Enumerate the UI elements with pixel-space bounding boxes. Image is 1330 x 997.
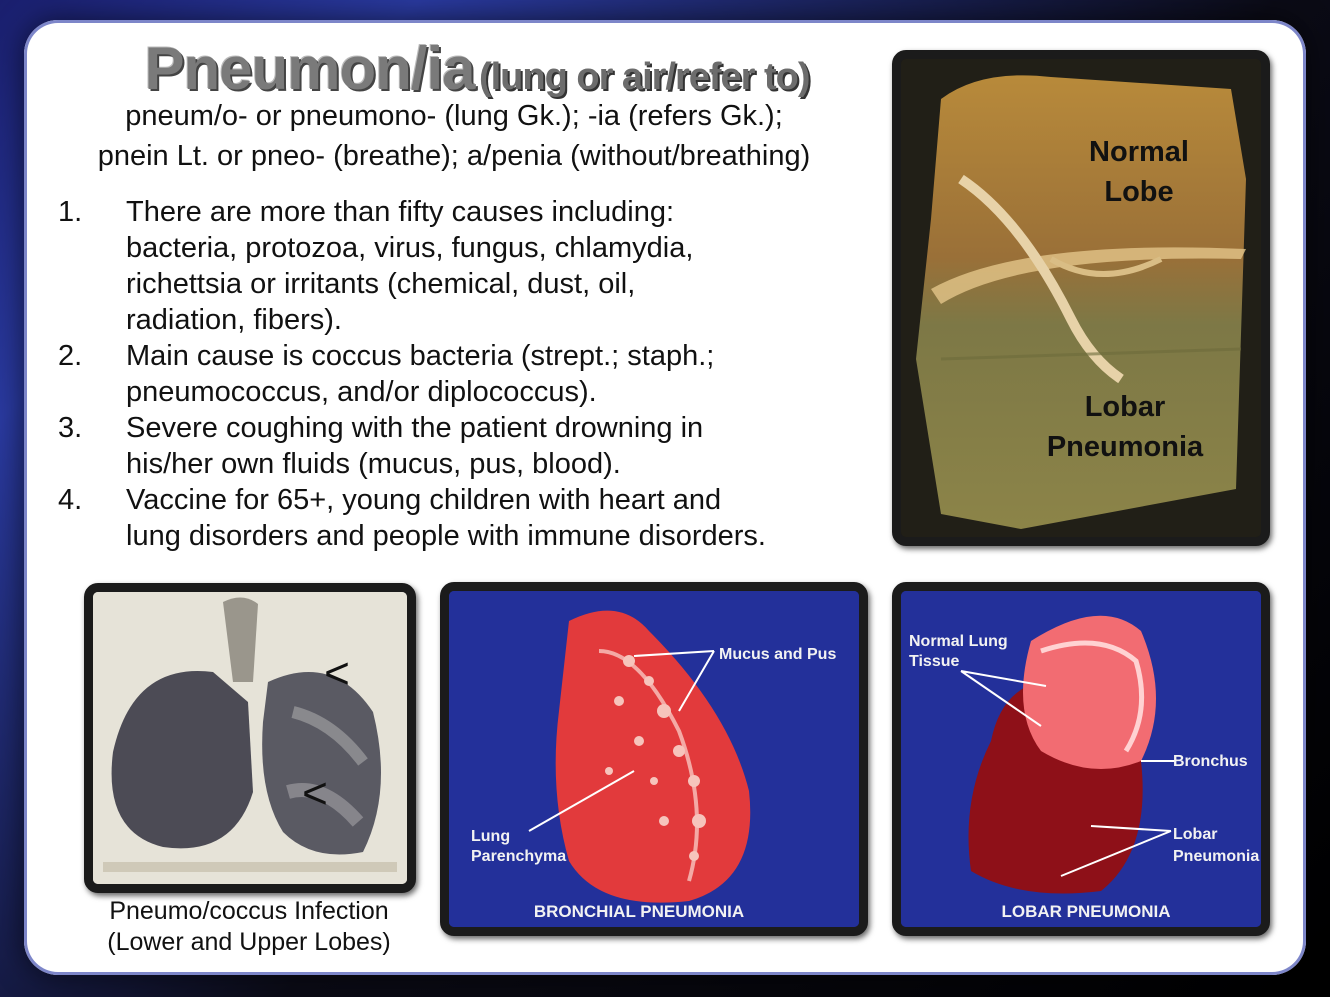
subtitle-line-2: pnein Lt. or pneo- (breathe); a/penia (without/breathing): [97, 140, 811, 172]
label-lobar-pneumonia-2: Pneumonia: [1046, 431, 1204, 463]
label-normal-lobe-2: Lobe: [1104, 176, 1174, 208]
list-line: lung disorders and people with immune disorders.: [126, 520, 766, 552]
list-item: [58, 194, 878, 338]
label-normal-tissue-2: Tissue: [909, 653, 960, 670]
list-line: There are more than fifty causes including:: [126, 196, 675, 228]
label-lung-2: Parenchyma: [471, 848, 567, 865]
list-item: [58, 482, 878, 554]
arrow-upper-lobe-icon: <: [324, 649, 350, 698]
list-line: radiation, fibers).: [126, 304, 342, 336]
slide: [24, 20, 1306, 975]
list-line: bacteria, protozoa, virus, fungus, chlamydia,: [126, 232, 694, 264]
lobar-pneumonia-photo: [892, 582, 1270, 936]
title-main: Pneumon/ia: [144, 35, 475, 102]
list-line: Severe coughing with the patient drowning in: [126, 412, 704, 444]
label-lung-1: Lung: [471, 828, 511, 845]
label-lobar-pneumonia-1: Lobar: [1084, 391, 1166, 423]
subtitle-line-1: pneum/o- or pneumono- (lung Gk.); -ia (refers Gk.);: [125, 100, 783, 132]
list-line: richettsia or irritants (chemical, dust, oil,: [126, 268, 636, 300]
list-line: Main cause is coccus bacteria (strept.; staph.;: [126, 340, 715, 372]
slide-title: [82, 34, 872, 103]
label-normal-lobe-1: Normal: [1089, 136, 1189, 168]
list-number: 2.: [58, 340, 83, 372]
title-paren: (lung or air/refer to): [478, 56, 810, 98]
label-bronchus: Bronchus: [1173, 753, 1248, 770]
cause-list: [58, 194, 878, 554]
list-line: his/her own fluids (mucus, pus, blood).: [126, 448, 621, 480]
lobe-specimen-photo: [892, 50, 1270, 546]
bronchial-caption: BRONCHIAL PNEUMONIA: [533, 902, 745, 921]
xray-photo: [84, 583, 416, 893]
xray-caption-2: (Lower and Upper Lobes): [107, 928, 391, 956]
list-line: Vaccine for 65+, young children with heart and: [126, 484, 722, 516]
list-line: pneumococcus, and/or diplococcus).: [126, 376, 597, 408]
lobar-caption: LOBAR PNEUMONIA: [1001, 902, 1171, 921]
label-lobar-1: Lobar: [1173, 826, 1218, 843]
list-number: 3.: [58, 412, 83, 444]
list-item: [58, 410, 878, 482]
xray-caption-1: Pneumo/coccus Infection: [109, 897, 389, 925]
label-normal-tissue-1: Normal Lung: [909, 633, 1008, 650]
arrow-lower-lobe-icon: <: [302, 769, 328, 818]
bronchial-pneumonia-photo: [440, 582, 868, 936]
list-number: 1.: [58, 196, 83, 228]
list-number: 4.: [58, 484, 83, 516]
label-mucus-pus: Mucus and Pus: [719, 646, 837, 663]
list-item: [58, 338, 878, 410]
label-lobar-2: Pneumonia: [1173, 848, 1260, 865]
